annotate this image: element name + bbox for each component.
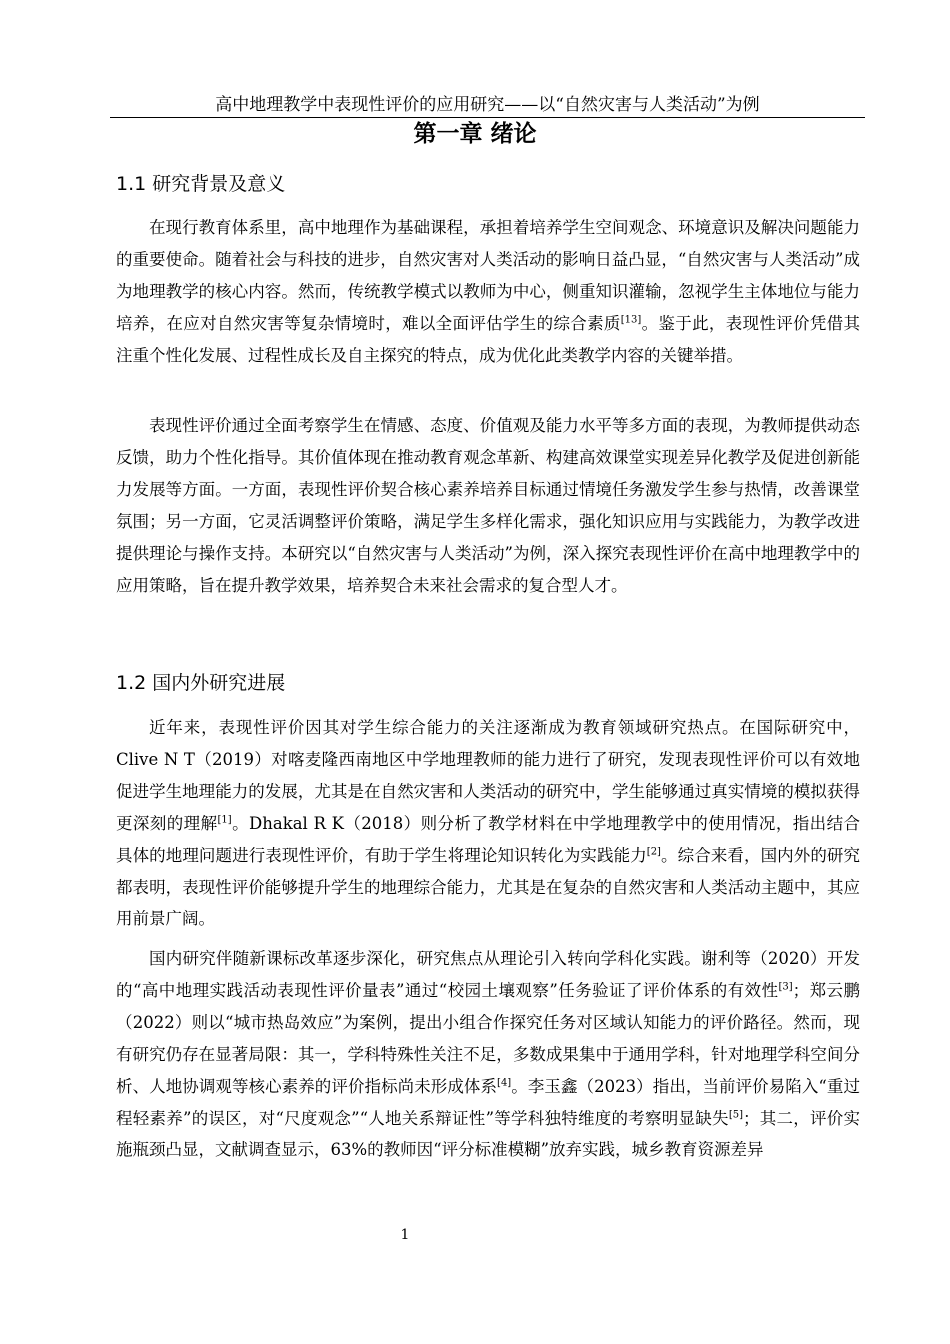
citation-marker: [2] — [646, 846, 661, 858]
citation-marker: [13] — [620, 314, 642, 326]
citation-marker: [3] — [778, 981, 793, 993]
paragraph-text: 。李玉鑫（2023）指出，当前评价易陷入“重过程轻素养”的误区，对“尺度观念”“人地关系辩证性”等学科独特维度的考察明显缺失 — [116, 1076, 860, 1128]
paragraph — [116, 943, 860, 1166]
citation-marker: [1] — [217, 814, 232, 826]
paragraph-text: ；其二，评价实施瓶颈凸显，文献调查显示，63%的教师因“评分标准模糊”放弃实践，城乡教育资源差异 — [116, 1108, 861, 1160]
paragraph — [116, 212, 860, 372]
paragraph-text: 表现性评价通过全面考察学生在情感、态度、价值观及能力水平等多方面的表现，为教师提供动态反馈，助力个性化指导。其价值体现在推动教育观念革新、构建高效课堂实现差异化教学及促进创新能力发展等方面。一方面，表现性评价契合核心素养培养目标通过情境任务激发学生参与热情，改善课堂氛围；另一方面，它灵活调整评价策略，满足学生多样化需求，强化知识应用与实践能力，为教学改进提供理论与操作支持。本研究以“自然灾害与人类活动”为例，深入探究表现性评价在高中地理教学中的应用策略，旨在提升教学效果，培养契合未来社会需求的复合型人才。 — [116, 416, 860, 595]
citation-marker: [5] — [728, 1109, 743, 1121]
paragraph-text: 。鉴于此，表现性评价凭借其注重个性化发展、过程性成长及自主探究的特点，成为优化此类教学内容的关键举措。 — [116, 313, 861, 365]
paragraph-text: 国内研究伴随新课标改革逐步深化，研究焦点从理论引入转向学科化实践。谢利等（2020）开发的“高中地理实践活动表现性评价量表”通过“校园土壤观察”任务验证了评价体系的有效性 — [116, 949, 860, 1000]
paragraph-text: 在现行教育体系里，高中地理作为基础课程，承担着培养学生空间观念、环境意识及解决问题能力的重要使命。随着社会与科技的进步，自然灾害对人类活动的影响日益凸显，“自然灾害与人类活动”成为地理教学的核心内容。然而，传统教学模式以教师为中心，侧重知识灌输，忽视学生主体地位与能力培养，在应对自然灾害等复杂情境时，难以全面评估学生的综合素质 — [116, 218, 860, 333]
running-header: 高中地理教学中表现性评价的应用研究——以“自然灾害与人类活动”为例 — [110, 94, 865, 118]
paragraph-text: 。综合来看，国内外的研究都表明，表现性评价能够提升学生的地理综合能力，尤其是在复杂的自然灾害和人类活动主题中，其应用前景广阔。 — [116, 845, 861, 929]
section-heading-1-1: 1.1 研究背景及意义 — [116, 173, 286, 195]
paragraph — [116, 410, 860, 601]
page-number: 1 — [400, 1227, 410, 1243]
paragraph-text: 。Dhakal R K（2018）则分析了教学材料在中学地理教学中的使用情况，指出结合具体的地理问题进行表现性评价，有助于学生将理论知识转化为实践能力 — [116, 813, 861, 865]
section-heading-1-2: 1.2 国内外研究进展 — [116, 672, 286, 694]
paragraph-text: ；郑云鹏（2022）则以“城市热岛效应”为案例，提出小组合作探究任务对区域认知能力的评价路径。然而，现有研究仍存在显著局限：其一，学科特殊性关注不足，多数成果集中于通用学科，针对地理学科空间分析、人地协调观等核心素养的评价指标尚未形成体系 — [116, 980, 860, 1096]
paragraph — [116, 712, 860, 935]
paragraph-text: 近年来，表现性评价因其对学生综合能力的关注逐渐成为教育领域研究热点。在国际研究中，Clive N T（2019）对喀麦隆西南地区中学地理教师的能力进行了研究，发现表现性评价可以有效地促进学生地理能力的发展，尤其是在自然灾害和人类活动的研究中，学生能够通过真实情境的模拟获得更深刻的理解 — [116, 718, 860, 833]
chapter-title: 第一章 绪论 — [413, 121, 537, 147]
citation-marker: [4] — [497, 1077, 512, 1089]
